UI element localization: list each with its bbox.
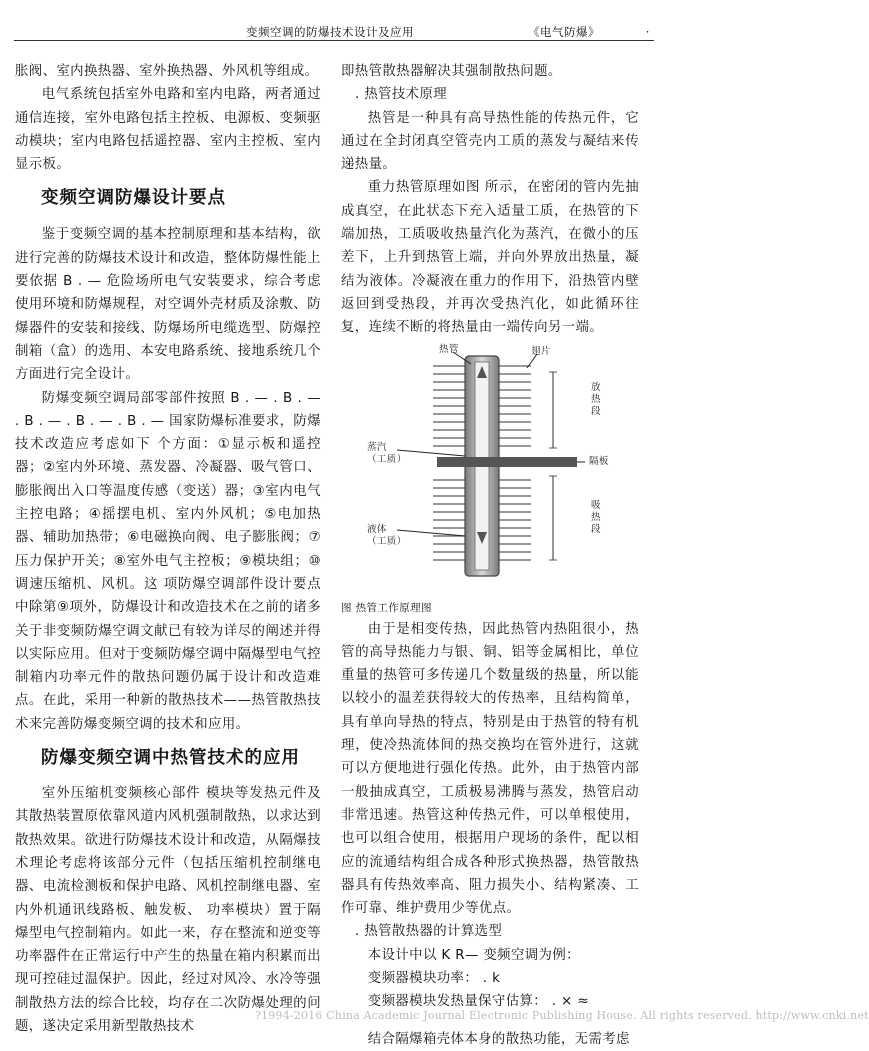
- paragraph: 鉴于变频空调的基本控制原理和基本结构，欲进行完善的防爆技术设计和改造，整体防爆性能上要依据 B . — 危险场所电气安装要求，综合考虑使用环境和防爆规程，对空调外壳材质及涂敷、防爆器件的安装和接线、防爆场所电缆选型、防爆控制箱（盒）的选用、本安电路系统、接地系统几个方面进行完全设计。: [15, 227, 321, 383]
- label-absorb: 吸 热 段: [591, 499, 601, 535]
- paragraph: 由于是相变传热，因此热管内热阻很小，热管的高导热能力与银、铜、铝等金属相比，单位重量的热管可多传递几个数量级的热量，所以能以较小的温差获得较大的传热率，且结构简单，具有单向导热的特点，特别是由于热管的特有机理，使冷热流体间的热交换均在管外进行，这就可以方便地进行强化传热。此外，由于热管内部一般抽成真空，工质极易沸腾与蒸发，热管启动非常迅速。热管这种传热元件，可以单根使用，也可以组合使用，根据用户现场的条件，配以相应的流通结构组合成各种形式换热器，热管散热器具有传热效率高、阻力损失小、结构紧凑、工作可靠、维护费用少等优点。: [341, 621, 639, 917]
- left-column: [15, 60, 321, 1038]
- section-heading: 变频空调防爆设计要点: [41, 188, 226, 209]
- figure-caption: 图 热管工作原理图: [341, 601, 432, 614]
- subsection-heading: . 热管技术原理: [355, 87, 448, 103]
- paragraph: 即热管散热器解决其强制散热问题。: [341, 64, 562, 79]
- running-title: 变频空调的防爆技术设计及应用: [246, 25, 414, 39]
- label-partition: 隔板: [589, 455, 609, 467]
- label-liquid: 液体 （工质）: [367, 523, 407, 547]
- copyright-watermark: ?1994-2016 China Academic Journal Electronic Publishing House. All rights reserved. http://www.cnki.net: [255, 1009, 869, 1022]
- header-rule: [14, 40, 654, 41]
- journal-name: 《电气防爆》 ·: [528, 25, 650, 39]
- paragraph: 室外压缩机变频核心部件 模块等发热元件及其散热装置原依靠风道内风机强制散热，以求达到散热效果。欲进行防爆技术设计和改造，从隔爆技术理论考虑将该部分元件（包括压缩机控制继电器、电流检测板和保护电路、风机控制继电器、室内外机通讯线路板、触发板、 功率模块）置于隔爆型电气控制箱内。如此一来，存在整流和逆变等功率器件在正常运行中产生的热量在箱内积累而出现可控硅过温保护。因此，经过对风冷、水冷等强制散热方法的综合比较，均存在二次防爆处理的问题，遂决定采用新型散热技术: [15, 786, 321, 1034]
- paragraph: 电气系统包括室外电路和室内电路，两者通过通信连接，室外电路包括主控板、电源板、变频驱动模块；室内电路包括遥控器、室内主控板、室内显示板。: [15, 87, 321, 173]
- paragraph: 胀阀、室内换热器、室外换热器、外风机等组成。: [15, 64, 319, 79]
- paragraph: 热管是一种具有高导热性能的传热元件，它通过在全封闭真空管壳内工质的蒸发与凝结来传递热量。: [341, 110, 639, 173]
- label-fin: 翅片: [531, 345, 551, 357]
- paragraph: 重力热管原理如图 所示，在密闭的管内先抽成真空，在此状态下充入适量工质，在热管的下端加热，工质吸收热量汽化为蒸汽，在微小的压差下，上升到热管上端，并向外界放出热量，凝结为液体。冷凝液在重力的作用下，沿热管内壁返回到受热段，并再次受热汽化，如此循环往复，连续不断的将热量由一端传向另一端。: [341, 180, 639, 336]
- formula-line: 变频器模块功率： . k: [367, 971, 501, 987]
- subsection-heading: . 热管散热器的计算选型: [355, 924, 503, 940]
- right-column: [341, 60, 639, 1051]
- formula-line: 本设计中以 K R— 变频空调为例：: [367, 947, 580, 963]
- label-steam: 蒸汽 （工质）: [367, 441, 407, 465]
- label-release: 放 热 段: [591, 381, 601, 417]
- formula-line: 变频器模块发热量保守估算： . × ≈: [367, 994, 589, 1010]
- paragraph: 防爆变频空调局部零部件按照 B . — . B . — . B . — . B . — . B . — 国家防爆标准要求，防爆技术改造应考虑如下 个方面：①显示板和遥控器；②室内外环境、蒸发器、冷凝器、吸气管口、膨胀阀出入口等温度传感（变送）器；③室内电气主控电路；④摇摆电机、室内外风机；⑤电加热器、辅助加热带；⑥电磁换向阀、电子膨胀阀；⑦压力保护开关；⑧室外电气主控板；⑨模块组；⑩调速压缩机、风机。这 项防爆空调部件设计要点中除第⑨项外，防爆设计和改造技术在之前的诸多关于非变频防爆空调文献已有较为详尽的阐述并得以实际应用。但对于变频防爆空调中隔爆型电气控制箱内功率元件的散热问题仍属于设计和改造难点。在此，采用一种新的散热技术——热管散热技术来完善防爆变频空调的技术和应用。: [15, 390, 321, 732]
- page-header: [14, 16, 654, 42]
- partition-plate: [437, 457, 577, 467]
- paragraph: 结合隔爆箱壳体本身的散热功能，无需考虑: [367, 1031, 630, 1047]
- heat-pipe-figure: [341, 344, 639, 596]
- label-heat-pipe: 热管: [439, 343, 459, 355]
- section-heading: 防爆变频空调中热管技术的应用: [41, 748, 300, 769]
